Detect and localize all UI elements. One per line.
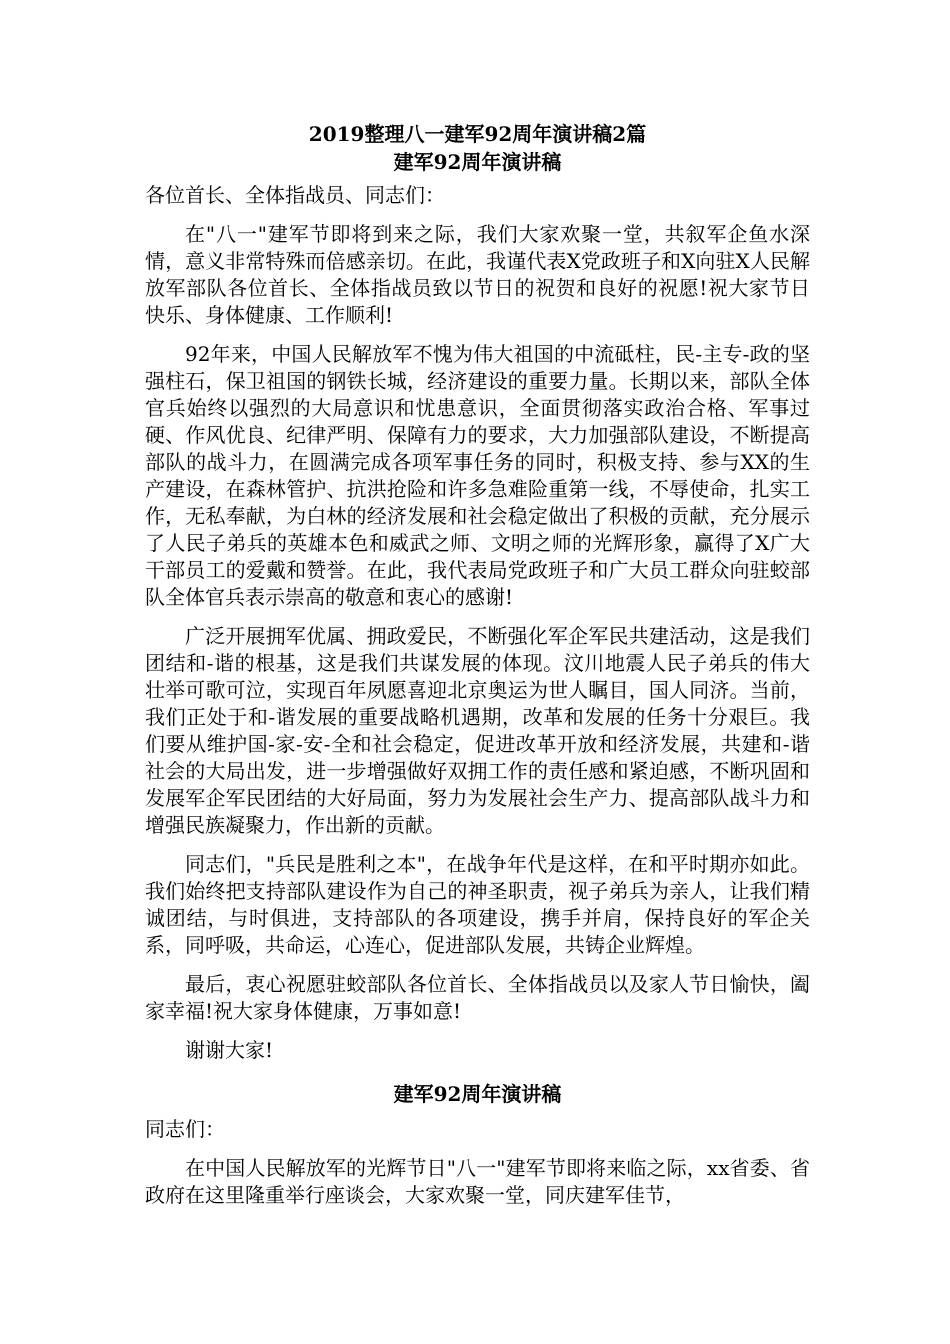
document-page — [145, 120, 810, 1221]
document-title: 2019整理八一建军92周年演讲稿2篇 — [308, 122, 647, 146]
speech2-salutation: 同志们： — [145, 1117, 225, 1141]
speech1-closing: 谢谢大家! — [185, 1038, 274, 1062]
speech1-paragraph: 广泛开展拥军优属、拥政爱民，不断强化军企军民共建活动，这是我们团结和-谐的根基，这是我们共谋发展的体现。汶川地震人民子弟兵的伟大壮举可歌可泣，实现百年夙愿喜迎北京奥运为世人瞩目，国人同济。当前，我们正处于和-谐发展的重要战略机遇期，改革和发展的任务十分艰巨。我们要从维护国-家-安-全和社会稳定，促进改革开放和经济发展，共建和-谐社会的大局出发，进一步增强做好双拥工作的责任感和紧迫感，不断巩固和发展军企军民团结的大好局面，努力为发展社会生产力、提高部队战斗力和增强民族凝聚力，作出新的贡献。 — [145, 624, 810, 837]
speech1-paragraph: 92年来，中国人民解放军不愧为伟大祖国的中流砥柱，民-主专-政的坚强柱石，保卫祖国的钢铁长城，经济建设的重要力量。长期以来，部队全体官兵始终以强烈的大局意识和忧患意识，全面贯彻落实政治合格、军事过硬、作风优良、纪律严明、保障有力的要求，大力加强部队建设，不断提高部队的战斗力，在圆满完成各项军事任务的同时，积极支持、参与XX的生产建设，在森林管护、抗洪抢险和许多急难险重第一线，不辱使命，扎实工作，无私奉献，为白林的经济发展和社会稳定做出了积极的贡献，充分展示了人民子弟兵的英雄本色和威武之师、文明之师的光辉形象，赢得了X广大干部员工的爱戴和赞誉。在此，我代表局党政班子和广大员工群众向驻蛟部队全体官兵表示崇高的敬意和衷心的感谢! — [145, 342, 810, 609]
speech1-paragraph: 在"八一"建军节即将到来之际，我们大家欢聚一堂，共叙军企鱼水深情，意义非常特殊而倍感亲切。在此，我谨代表X党政班子和X向驻X人民解放军部队各位首长、全体指战员致以节日的祝贺和良好的祝愿!祝大家节日快乐、身体健康、工作顺利! — [145, 222, 810, 327]
speech1-title: 建军92周年演讲稿 — [393, 150, 562, 174]
speech2-paragraph: 在中国人民解放军的光辉节日"八一"建军节即将来临之际，xx省委、省政府在这里隆重举行座谈会，大家欢聚一堂，同庆建军佳节， — [145, 1156, 810, 1207]
speech1-salutation: 各位首长、全体指战员、同志们： — [145, 183, 445, 207]
speech1-paragraph: 最后，衷心祝愿驻蛟部队各位首长、全体指战员以及家人节日愉快，阖家幸福!祝大家身体健康，万事如意! — [145, 972, 810, 1023]
speech1-paragraph: 同志们，"兵民是胜利之本"，在战争年代是这样，在和平时期亦如此。我们始终把支持部队建设作为自己的神圣职责，视子弟兵为亲人，让我们精诚团结，与时俱进，支持部队的各项建设，携手并肩，保持良好的军企关系，同呼吸，共命运，心连心，促进部队发展，共铸企业辉煌。 — [145, 852, 810, 957]
speech2-title: 建军92周年演讲稿 — [393, 1082, 562, 1106]
